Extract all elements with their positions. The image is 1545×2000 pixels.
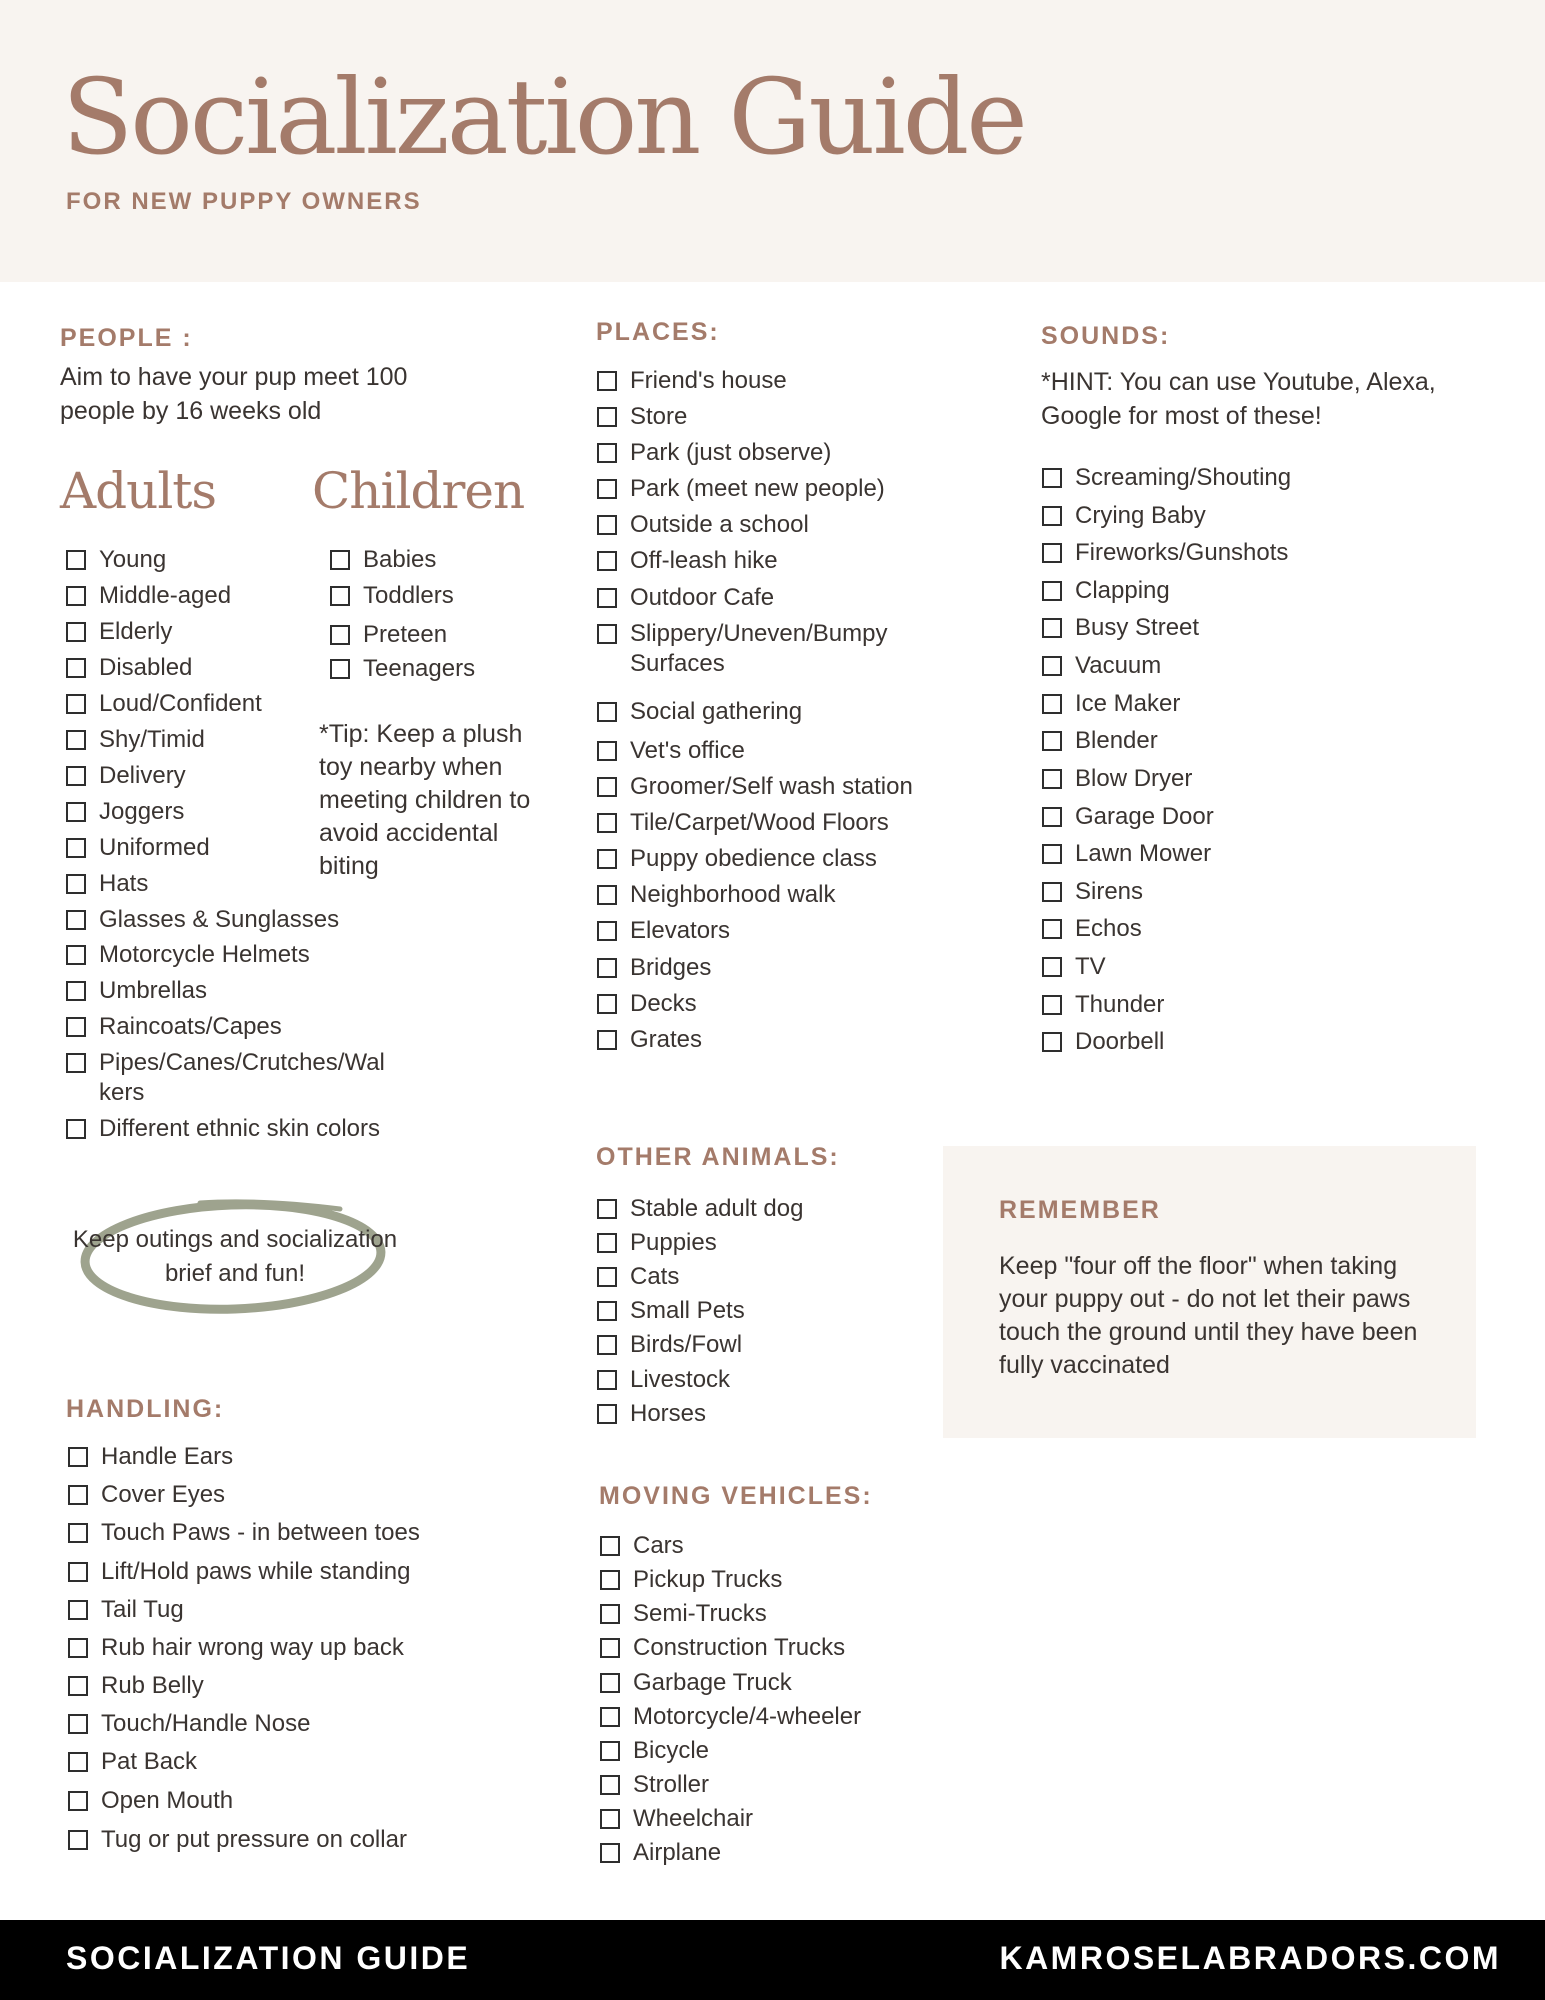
checklist-item-label: Screaming/Shouting [1075,464,1292,491]
checklist-item [597,736,745,766]
checklist-item [597,1194,803,1224]
checklist-item-label: Preteen [363,621,448,648]
checklist-item [597,1399,706,1429]
checklist-item [66,653,192,683]
checklist-item-label: Cats [630,1263,680,1290]
checklist-item-label: Bicycle [633,1737,710,1764]
page-subtitle: FOR NEW PUPPY OWNERS [66,188,422,215]
checkbox[interactable] [597,921,617,941]
checklist-item [1042,613,1199,643]
moving-vehicles-heading: MOVING VEHICLES: [599,1482,873,1510]
checkbox[interactable] [597,1199,617,1219]
callout-text: Keep outings and socialization brief and fun! [72,1226,398,1287]
checkbox[interactable] [66,730,86,750]
checklist-item-label: Stable adult dog [630,1195,804,1222]
checklist-item [68,1709,310,1739]
checklist-item [68,1557,411,1587]
checkbox[interactable] [66,1017,86,1037]
checkbox[interactable] [66,874,86,894]
checklist-item-label: Pat Back [101,1748,198,1775]
checkbox[interactable] [66,694,86,714]
checklist-item [597,989,697,1019]
checkbox[interactable] [1042,882,1062,902]
checklist-item [68,1595,184,1625]
checklist-item [68,1825,407,1855]
checklist-item [600,1633,845,1663]
checklist-item-label: Horses [630,1400,707,1427]
checklist-item-label: Vacuum [1075,652,1162,679]
checklist-item-label: Bridges [630,954,712,981]
checklist-item [597,1365,730,1395]
checklist-item-label: Delivery [99,762,186,789]
checkbox[interactable] [68,1600,88,1620]
checklist-item-label: Pipes/Canes/Crutches/Walkers [99,1049,385,1106]
checkbox[interactable] [597,479,617,499]
checklist-item [1042,538,1288,568]
checklist-item-label: Birds/Fowl [630,1331,743,1358]
checklist-item [66,725,205,755]
checklist-item [1042,576,1170,606]
checklist-item [66,761,186,791]
checklist-item-label: Toddlers [363,582,454,609]
checkbox[interactable] [1042,618,1062,638]
checklist-item-label: Different ethnic skin colors [99,1115,381,1142]
checklist-item [66,976,207,1006]
children-heading: Children [312,462,525,520]
checklist-item-label: Rub hair wrong way up back [101,1634,404,1661]
checkbox[interactable] [66,658,86,678]
checklist-item-label: Cover Eyes [101,1481,226,1508]
checklist-item-label: Ice Maker [1075,690,1181,717]
checklist-item-label: Open Mouth [101,1787,234,1814]
checklist-item [600,1702,861,1732]
checklist-item [597,697,802,727]
checklist-item-label: Small Pets [630,1297,745,1324]
checkbox[interactable] [68,1485,88,1505]
checklist-item [68,1671,204,1701]
checklist-item-label: Store [630,403,688,430]
checkbox[interactable] [66,766,86,786]
checklist-item-label: Lawn Mower [1075,840,1212,867]
checklist-item-label: Glasses & Sunglasses [99,906,340,933]
checklist-item-label: Social gathering [630,698,803,725]
checkbox[interactable] [1042,468,1062,488]
checkbox[interactable] [597,624,617,644]
checklist-item-label: Raincoats/Capes [99,1013,282,1040]
checklist-item-label: Airplane [633,1839,722,1866]
checklist-item-label: Motorcycle Helmets [99,941,310,968]
checklist-item-label: Crying Baby [1075,502,1206,529]
checklist-item-label: Disabled [99,654,193,681]
checklist-item [66,905,339,935]
checkbox[interactable] [68,1676,88,1696]
checkbox[interactable] [597,741,617,761]
checkbox[interactable] [597,1404,617,1424]
checklist-item-label: TV [1075,953,1106,980]
checkbox[interactable] [330,625,350,645]
checkbox[interactable] [1042,919,1062,939]
checklist-item [1042,1027,1164,1057]
checkbox[interactable] [66,945,86,965]
checklist-item-label: Thunder [1075,991,1165,1018]
checklist-item-label: Cars [633,1532,684,1559]
checklist-item [330,581,454,611]
checklist-item [597,438,831,468]
checklist-item-label: Construction Trucks [633,1634,846,1661]
checkbox[interactable] [600,1673,620,1693]
checkbox[interactable] [68,1752,88,1772]
checklist-item-label: Off-leash hike [630,547,778,574]
checklist-item [1042,952,1106,982]
checklist-item [330,654,475,684]
checkbox[interactable] [597,994,617,1014]
checklist-item [68,1518,420,1548]
checklist-item-label: Umbrellas [99,977,208,1004]
checkbox[interactable] [68,1447,88,1467]
checkbox[interactable] [597,443,617,463]
checkbox[interactable] [66,838,86,858]
checklist-item-label: Babies [363,546,437,573]
footer-title: SOCIALIZATION GUIDE [66,1940,471,1976]
page-title: Socialization Guide [62,56,1025,178]
checklist-item-label: Sirens [1075,878,1144,905]
checklist-item-label: Hats [99,870,149,897]
checkbox[interactable] [1042,769,1062,789]
checklist-item [68,1747,197,1777]
checkbox[interactable] [597,1335,617,1355]
checklist-item [1042,501,1206,531]
checkbox[interactable] [600,1570,620,1590]
checklist-item [66,689,262,719]
checklist-item [68,1633,404,1663]
handling-heading: HANDLING: [66,1395,225,1423]
checklist-item [597,366,787,396]
checklist-item-label: Tile/Carpet/Wood Floors [630,809,889,836]
checkbox[interactable] [1042,694,1062,714]
checklist-item [66,940,310,970]
checklist-item-label: Outside a school [630,511,809,538]
checkbox[interactable] [66,910,86,930]
checklist-item [66,869,148,899]
checklist-item [600,1599,767,1629]
checklist-item-label: Garage Door [1075,803,1214,830]
checklist-item-label: Doorbell [1075,1028,1165,1055]
checklist-item [600,1736,709,1766]
checklist-item-label: Busy Street [1075,614,1200,641]
checklist-item [1042,689,1180,719]
checkbox[interactable] [600,1638,620,1658]
checklist-item [330,620,447,650]
checkbox[interactable] [600,1741,620,1761]
checklist-item-label: Puppy obedience class [630,845,877,872]
checklist-item [1042,764,1192,794]
checklist-item [66,1048,389,1108]
checklist-item [68,1480,225,1510]
checklist-item [66,1012,282,1042]
checklist-item [597,1228,717,1258]
checkbox[interactable] [597,407,617,427]
sounds-heading: SOUNDS: [1041,322,1171,350]
checkbox[interactable] [1042,957,1062,977]
checklist-item-label: Touch/Handle Nose [101,1710,311,1737]
remember-box [943,1146,1476,1438]
checklist-item-label: Young [99,546,167,573]
checklist-item [1042,877,1143,907]
checklist-item-label: Semi-Trucks [633,1600,767,1627]
checklist-item-label: Outdoor Cafe [630,584,775,611]
checklist-item-label: Garbage Truck [633,1669,792,1696]
checkbox[interactable] [66,981,86,1001]
checklist-item-label: Middle-aged [99,582,232,609]
checkbox[interactable] [597,515,617,535]
checklist-item [66,1114,380,1144]
header-band [0,0,1545,282]
checklist-item [1042,651,1161,681]
checklist-item [597,844,877,874]
checklist-item [597,808,889,838]
checklist-item-label: Loud/Confident [99,690,262,717]
checkbox[interactable] [68,1523,88,1543]
checklist-item-label: Vet's office [630,737,745,764]
checklist-item-label: Uniformed [99,834,210,861]
checkbox[interactable] [68,1830,88,1850]
checklist-item [597,1296,745,1326]
checklist-item [1042,990,1164,1020]
checkbox[interactable] [597,1233,617,1253]
checklist-item [330,545,436,575]
checklist-item-label: Pickup Trucks [633,1566,783,1593]
checkbox[interactable] [66,1053,86,1073]
other-animals-heading: OTHER ANIMALS: [596,1143,840,1171]
checkbox[interactable] [597,371,617,391]
checkbox[interactable] [1042,1032,1062,1052]
checklist-item-label: Park (meet new people) [630,475,885,502]
checkbox[interactable] [597,1030,617,1050]
checkbox[interactable] [597,958,617,978]
checkbox[interactable] [66,1119,86,1139]
checklist-item [600,1770,709,1800]
checklist-item-label: Groomer/Self wash station [630,773,913,800]
children-tip: *Tip: Keep a plush toy nearby when meeting children to avoid accidental biting [319,720,531,880]
checkbox[interactable] [600,1536,620,1556]
checkbox[interactable] [68,1562,88,1582]
checklist-item [597,583,774,613]
checklist-item-label: Rub Belly [101,1672,204,1699]
checklist-item-label: Park (just observe) [630,439,832,466]
checklist-item-label: Motorcycle/4-wheeler [633,1703,862,1730]
checklist-item-label: Joggers [99,798,185,825]
checklist-item [597,1330,742,1360]
checklist-item-label: Teenagers [363,655,476,682]
checkbox[interactable] [1042,844,1062,864]
checkbox[interactable] [1042,581,1062,601]
checkbox[interactable] [597,849,617,869]
checklist-item [1042,914,1142,944]
people-heading: PEOPLE : [60,324,193,352]
checkbox[interactable] [66,622,86,642]
checklist-item [597,474,885,504]
checklist-item [600,1668,792,1698]
checkbox[interactable] [1042,656,1062,676]
checklist-item-label: Neighborhood walk [630,881,836,908]
checklist-item-label: Lift/Hold paws while standing [101,1558,411,1585]
checkbox[interactable] [597,1301,617,1321]
checklist-item-label: Echos [1075,915,1142,942]
checklist-item [600,1838,721,1868]
checkbox[interactable] [600,1604,620,1624]
checklist-item [600,1531,684,1561]
checkbox[interactable] [1042,731,1062,751]
checklist-item-label: Puppies [630,1229,717,1256]
checklist-item [66,617,172,647]
checklist-item-label: Clapping [1075,577,1170,604]
checkbox[interactable] [1042,807,1062,827]
checkbox[interactable] [66,586,86,606]
checklist-item [68,1442,233,1472]
checkbox[interactable] [597,588,617,608]
checkbox[interactable] [597,1370,617,1390]
checklist-item [1042,839,1211,869]
checklist-item [597,916,730,946]
sounds-hint: *HINT: You can use Youtube, Alexa, Google for most of these! [1041,368,1436,430]
checklist-item-label: Touch Paws - in between toes [101,1519,420,1546]
checklist-item-label: Grates [630,1026,703,1053]
checklist-item [66,581,231,611]
checkbox[interactable] [1042,995,1062,1015]
callout-bubble [70,1195,400,1325]
checklist-item-label: Fireworks/Gunshots [1075,539,1289,566]
checklist-item-label: Livestock [630,1366,731,1393]
checkbox[interactable] [66,550,86,570]
checkbox[interactable] [68,1791,88,1811]
checklist-item-label: Friend's house [630,367,787,394]
checkbox[interactable] [330,586,350,606]
checklist-item-label: Decks [630,990,697,1017]
checkbox[interactable] [1042,506,1062,526]
checkbox[interactable] [597,813,617,833]
checkbox[interactable] [600,1775,620,1795]
checklist-item [597,402,687,432]
checkbox[interactable] [68,1714,88,1734]
checklist-item-label: Handle Ears [101,1443,234,1470]
checkbox[interactable] [1042,543,1062,563]
checklist-item [597,619,910,679]
checklist-item-label: Blow Dryer [1075,765,1193,792]
checklist-item [68,1786,233,1816]
footer-bar [0,1920,1545,2000]
checklist-item [597,1025,702,1055]
checklist-item [600,1565,782,1595]
checklist-item [1042,802,1214,832]
checklist-item-label: Tug or put pressure on collar [101,1826,407,1853]
checkbox[interactable] [600,1843,620,1863]
checkbox[interactable] [600,1809,620,1829]
checkbox[interactable] [597,702,617,722]
checkbox[interactable] [597,885,617,905]
checklist-item [597,953,711,983]
checklist-item [597,510,809,540]
checklist-item [597,546,778,576]
checkbox[interactable] [68,1638,88,1658]
remember-text: Keep "four off the floor" when taking your puppy out - do not let their paws touch the ground until they have been fully vaccinated [999,1252,1418,1379]
checkbox[interactable] [330,659,350,679]
checklist-item-label: Slippery/Uneven/Bumpy Surfaces [630,620,888,677]
checklist-item [597,880,835,910]
footer-website: KAMROSELABRADORS.COM [999,1940,1501,1976]
remember-heading: REMEMBER [999,1196,1161,1224]
checklist-item [66,797,184,827]
people-intro: Aim to have your pup meet 100 people by 16 weeks old [60,363,408,425]
checkbox[interactable] [66,802,86,822]
checklist-item [1042,726,1158,756]
checklist-item [1042,463,1291,493]
checkbox[interactable] [330,550,350,570]
checklist-item-label: Stroller [633,1771,710,1798]
checklist-item-label: Blender [1075,727,1158,754]
checklist-item-label: Tail Tug [101,1596,184,1623]
checklist-item-label: Wheelchair [633,1805,754,1832]
checklist-item [66,833,210,863]
adults-heading: Adults [60,462,217,520]
places-heading: PLACES: [596,318,720,346]
checklist-item [597,772,913,802]
checklist-item [66,545,166,575]
checkbox[interactable] [600,1707,620,1727]
checkbox[interactable] [597,551,617,571]
checkbox[interactable] [597,777,617,797]
checklist-item-label: Elderly [99,618,173,645]
checklist-item [597,1262,679,1292]
checkbox[interactable] [597,1267,617,1287]
checklist-item [600,1804,753,1834]
checklist-item-label: Elevators [630,917,731,944]
checklist-item-label: Shy/Timid [99,726,205,753]
